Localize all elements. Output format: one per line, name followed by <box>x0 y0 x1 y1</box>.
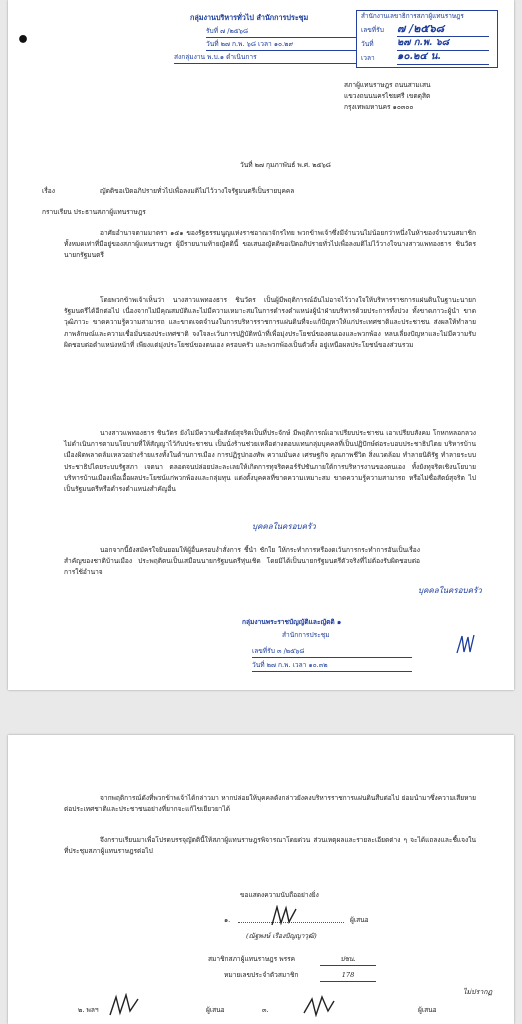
paragraph-1: อาศัยอำนาจตามมาตรา ๑๕๑ ของรัฐธรรมนูญแห่งราชอาณาจักรไทย พวกข้าพเจ้าซึ่งมีจำนวนไม่น้อยกว่าหนึ่งในห้าของจำนวนสมาชิกทั้งหมดเท่าที่มีอยู่ของสภาผู้แทนราษฎร ผู้มีรายนามท้ายญัตตินี้ ขอเสนอญัตติขอเปิดอภิปรายทั่วไปเพื่อลงมติไม่ไว้วางใจนางสาวแพทองธาร ชินวัตร นายกรัฐมนตรี <box>64 229 476 260</box>
signer-2-signature-icon <box>108 993 142 1017</box>
member-id-value: 178 <box>320 970 376 982</box>
stamp-legislation-title: กลุ่มงานพระราชบัญญัติและญัตติ ๑ <box>242 618 342 626</box>
document-date: วันที่ ๒๗ กุมภาพันธ์ พ.ศ. ๒๕๖๘ <box>240 161 331 169</box>
stamp-secretariat-no-value: ๗ /๒๕๖๘ <box>397 22 489 37</box>
signer-3-role: ผู้เสนอ <box>418 1006 437 1014</box>
stamp-secretariat-date-value: ๒๗ ก.พ. ๖๘ <box>397 36 489 51</box>
stamp-secretariat-time-value: ๑๐.๒๔ น. <box>397 50 489 65</box>
signer-1-role: ผู้เสนอ <box>350 916 369 924</box>
document-page-1 <box>8 0 514 690</box>
address-line-1: สภาผู้แทนราษฎร ถนนสามเสน <box>344 81 431 89</box>
document-page-2 <box>8 735 514 1024</box>
subject-text: ญัตติขอเปิดอภิปรายทั่วไปเพื่อลงมติไม่ไว้วางใจรัฐมนตรีเป็นรายบุคคล <box>100 187 295 195</box>
stamp-admin-line2: วันที่ ๒๗ ก.พ. ๖๘ เวลา ๑๐.๒๙ <box>206 39 356 51</box>
signer-1-name: (ณัฐพงษ์ เรืองปัญญาวุฒิ) <box>246 932 317 940</box>
closing-line: ขอแสดงความนับถืออย่างยิ่ง <box>240 891 319 899</box>
paragraph-4: นอกจากนี้ยังสมัครใจยินยอมให้ผู้อื่นครอบงำสั่งการ ชี้นำ ชักใย ให้กระทำการหรืองดเว้นการกระทำการอันเป็นเรื่องสำคัญของชาติบ้านเมือง ประพฤติตนเป็นเสมือนนายกรัฐมนตรีหุ่นเชิด โดยมิได้เป็นนายกรัฐมนตรีตัวจริงที่ไม่ต้องรับผิดชอบต่อการใช้อำนาจ <box>64 546 420 577</box>
subject-label: เรื่อง <box>42 187 55 195</box>
member-id-label: หมายเลขประจำตัวสมาชิก <box>224 971 299 979</box>
stamp-secretariat-no-label: เลขที่รับ <box>361 26 384 34</box>
page2-paragraph-1: จากพฤติการณ์ดังที่พวกข้าพเจ้าได้กล่าวมา หากปล่อยให้บุคคลดังกล่าวยังคงบริหารราชการแผ่นดินสืบต่อไป ย่อมนำมาซึ่งความเสียหายต่อประเทศชาติและประชาชนอย่างที่ยากจะแก้ไขเยียวยาได้ <box>64 794 476 814</box>
stamp-admin-title: กลุ่มงานบริหารทั่วไป สำนักการประชุม <box>190 13 309 22</box>
salutation: กราบเรียน ประธานสภาผู้แทนราษฎร <box>42 208 146 216</box>
receipt-stamp-secretariat <box>356 10 498 68</box>
signer-3-number: ๓. <box>262 1006 269 1014</box>
signer-2-role: ผู้เสนอ <box>206 1006 225 1014</box>
stamp-secretariat-title: สำนักงานเลขาธิการสภาผู้แทนราษฎร <box>361 12 464 20</box>
binder-hole-mark: • <box>16 28 31 53</box>
handwritten-note-2: บุคคลในครอบครัว <box>418 586 482 595</box>
stamp-legislation-line1: เลขที่รับ ๓ /๒๕๖๘ <box>252 646 412 658</box>
receipt-stamp-legislation <box>242 617 452 687</box>
page2-paragraph-2: จึงกราบเรียนมาเพื่อโปรดบรรจุญัตตินี้ให้สภาผู้แทนราษฎรพิจารณาโดยด่วน ส่วนเหตุผลและรายละเอียดต่าง ๆ จะได้แถลงและชี้แจงในที่ประชุมสภาผู้แทนราษฎรต่อไป <box>64 836 476 856</box>
stamp-legislation-line2: วันที่ ๒๗ ก.พ. เวลา ๑๐.๓๒ <box>252 660 412 672</box>
paragraph-2: โดยพวกข้าพเจ้าเห็นว่า นางสาวแพทองธาร ชินวัตร เป็นผู้มีพฤติการณ์อันไม่อาจไว้วางใจให้บริหารราชการแผ่นดินในฐานะนายกรัฐมนตรีได้อีกต่อไป เนื่องจากไม่มีคุณสมบัติและไม่มีความเหมาะสมในการดำรงตำแหน่งผู้นำฝ่ายบริหารด้วยประการทั้งปวง ทั้งขาดภาวะผู้นำ ขาดวุฒิภาวะ ขาดความรู้ความสามารถ และขาดเจตจำนงในการบริหารราชการแผ่นดินที่จะแก้ปัญหาให้แก่ประเทศชาติและประชาชน ส่งผลให้ทำลายภาพลักษณ์และความเชื่อมั่นของประเทศชาติ จงใจละเว้นการปฏิบัติหน้าที่เพื่อมุ่งประโยชน์ของตนเองและพวกพ้อง หลบเลี่ยงปัญหาและไม่มีความรับผิดชอบต่อตำแหน่งหน้าที่ เพียงแต่มุ่งประโยชน์ของตนเอง ครอบครัว และพวกพ้องเป็นตัวตั้ง อยู่เหนือผลประโยชน์ของส่วนรวม <box>64 296 476 349</box>
stamp-admin-line3: ส่งกลุ่มงาน พ.บ.๑ ดำเนินการ <box>174 52 356 64</box>
handwritten-note-1: บุคคลในครอบครัว <box>252 522 316 531</box>
receipt-stamp-admin <box>174 12 366 76</box>
stamp-legislation-subtitle: สำนักการประชุม <box>282 631 330 639</box>
address-block <box>344 80 509 120</box>
stamp-admin-line1: รับที่ ๗ /๒๕๖๘ <box>206 26 356 38</box>
side-handwritten-note: ไม่ปรากฏ <box>463 988 493 996</box>
signer-2-number: ๒. พลฯ <box>78 1006 99 1014</box>
party-label: สมาชิกสภาผู้แทนราษฎร พรรค <box>208 955 296 963</box>
party-value: ปชน. <box>320 954 376 966</box>
signer-1-number: ๑. <box>224 916 231 924</box>
stamp-secretariat-time-label: เวลา <box>361 54 375 62</box>
initials-signature-icon <box>454 633 476 655</box>
signer-3-signature-icon <box>302 993 336 1017</box>
stamp-secretariat-date-label: วันที่ <box>361 40 374 48</box>
address-line-3: กรุงเทพมหานคร ๑๐๓๐๐ <box>344 103 414 111</box>
address-line-2: แขวงถนนนครไชยศรี เขตดุสิต <box>344 92 431 100</box>
paragraph-3: นางสาวแพทองธาร ชินวัตร ยังไม่มีความซื่อสัตย์สุจริตเป็นที่ประจักษ์ มีพฤติการณ์เอาเปรียบประชาชน เอาเปรียบสังคม โกหกหลอกลวง ไม่ดำเนินการตามนโยบายที่ให้สัญญาไว้กับประชาชน เป็นนั่งร้านช่วยเหลือต่างตอบแทนกลุ่มบุคคลที่เป็นปฏิปักษ์ต่อระบอบประชาธิปไตย บริหารบ้านเมืองผิดพลาดล้มเหลวอย่างร้ายแรงทั้งในด้านการเมือง การปฏิรูปกองทัพ ความมั่นคง เศรษฐกิจ คุณภาพชีวิต สิ่งแวดล้อม ทำลายนิติรัฐ ทำลายระบบประชาธิปไตยระบบรัฐสภา เจตนา ตลอดจนปล่อยปละละเลยให้เกิดการทุจริตคอร์รัปชันภายใต้การบริหารงานของตนเอง ทั้งยังทุจริตเชิงนโยบาย บริหารบ้านเมืองเพื่อเอื้อผลประโยชน์แก่พวกพ้องและกลุ่มทุน แต่งตั้งบุคคลที่ขาดความเหมาะสม ขาดความรู้ความสามารถ หรือไม่ซื่อสัตย์สุจริต ไปเป็นรัฐมนตรีหรือดำรงตำแหน่งสำคัญอื่น <box>64 429 476 494</box>
signer-1-signature-icon <box>270 905 300 927</box>
